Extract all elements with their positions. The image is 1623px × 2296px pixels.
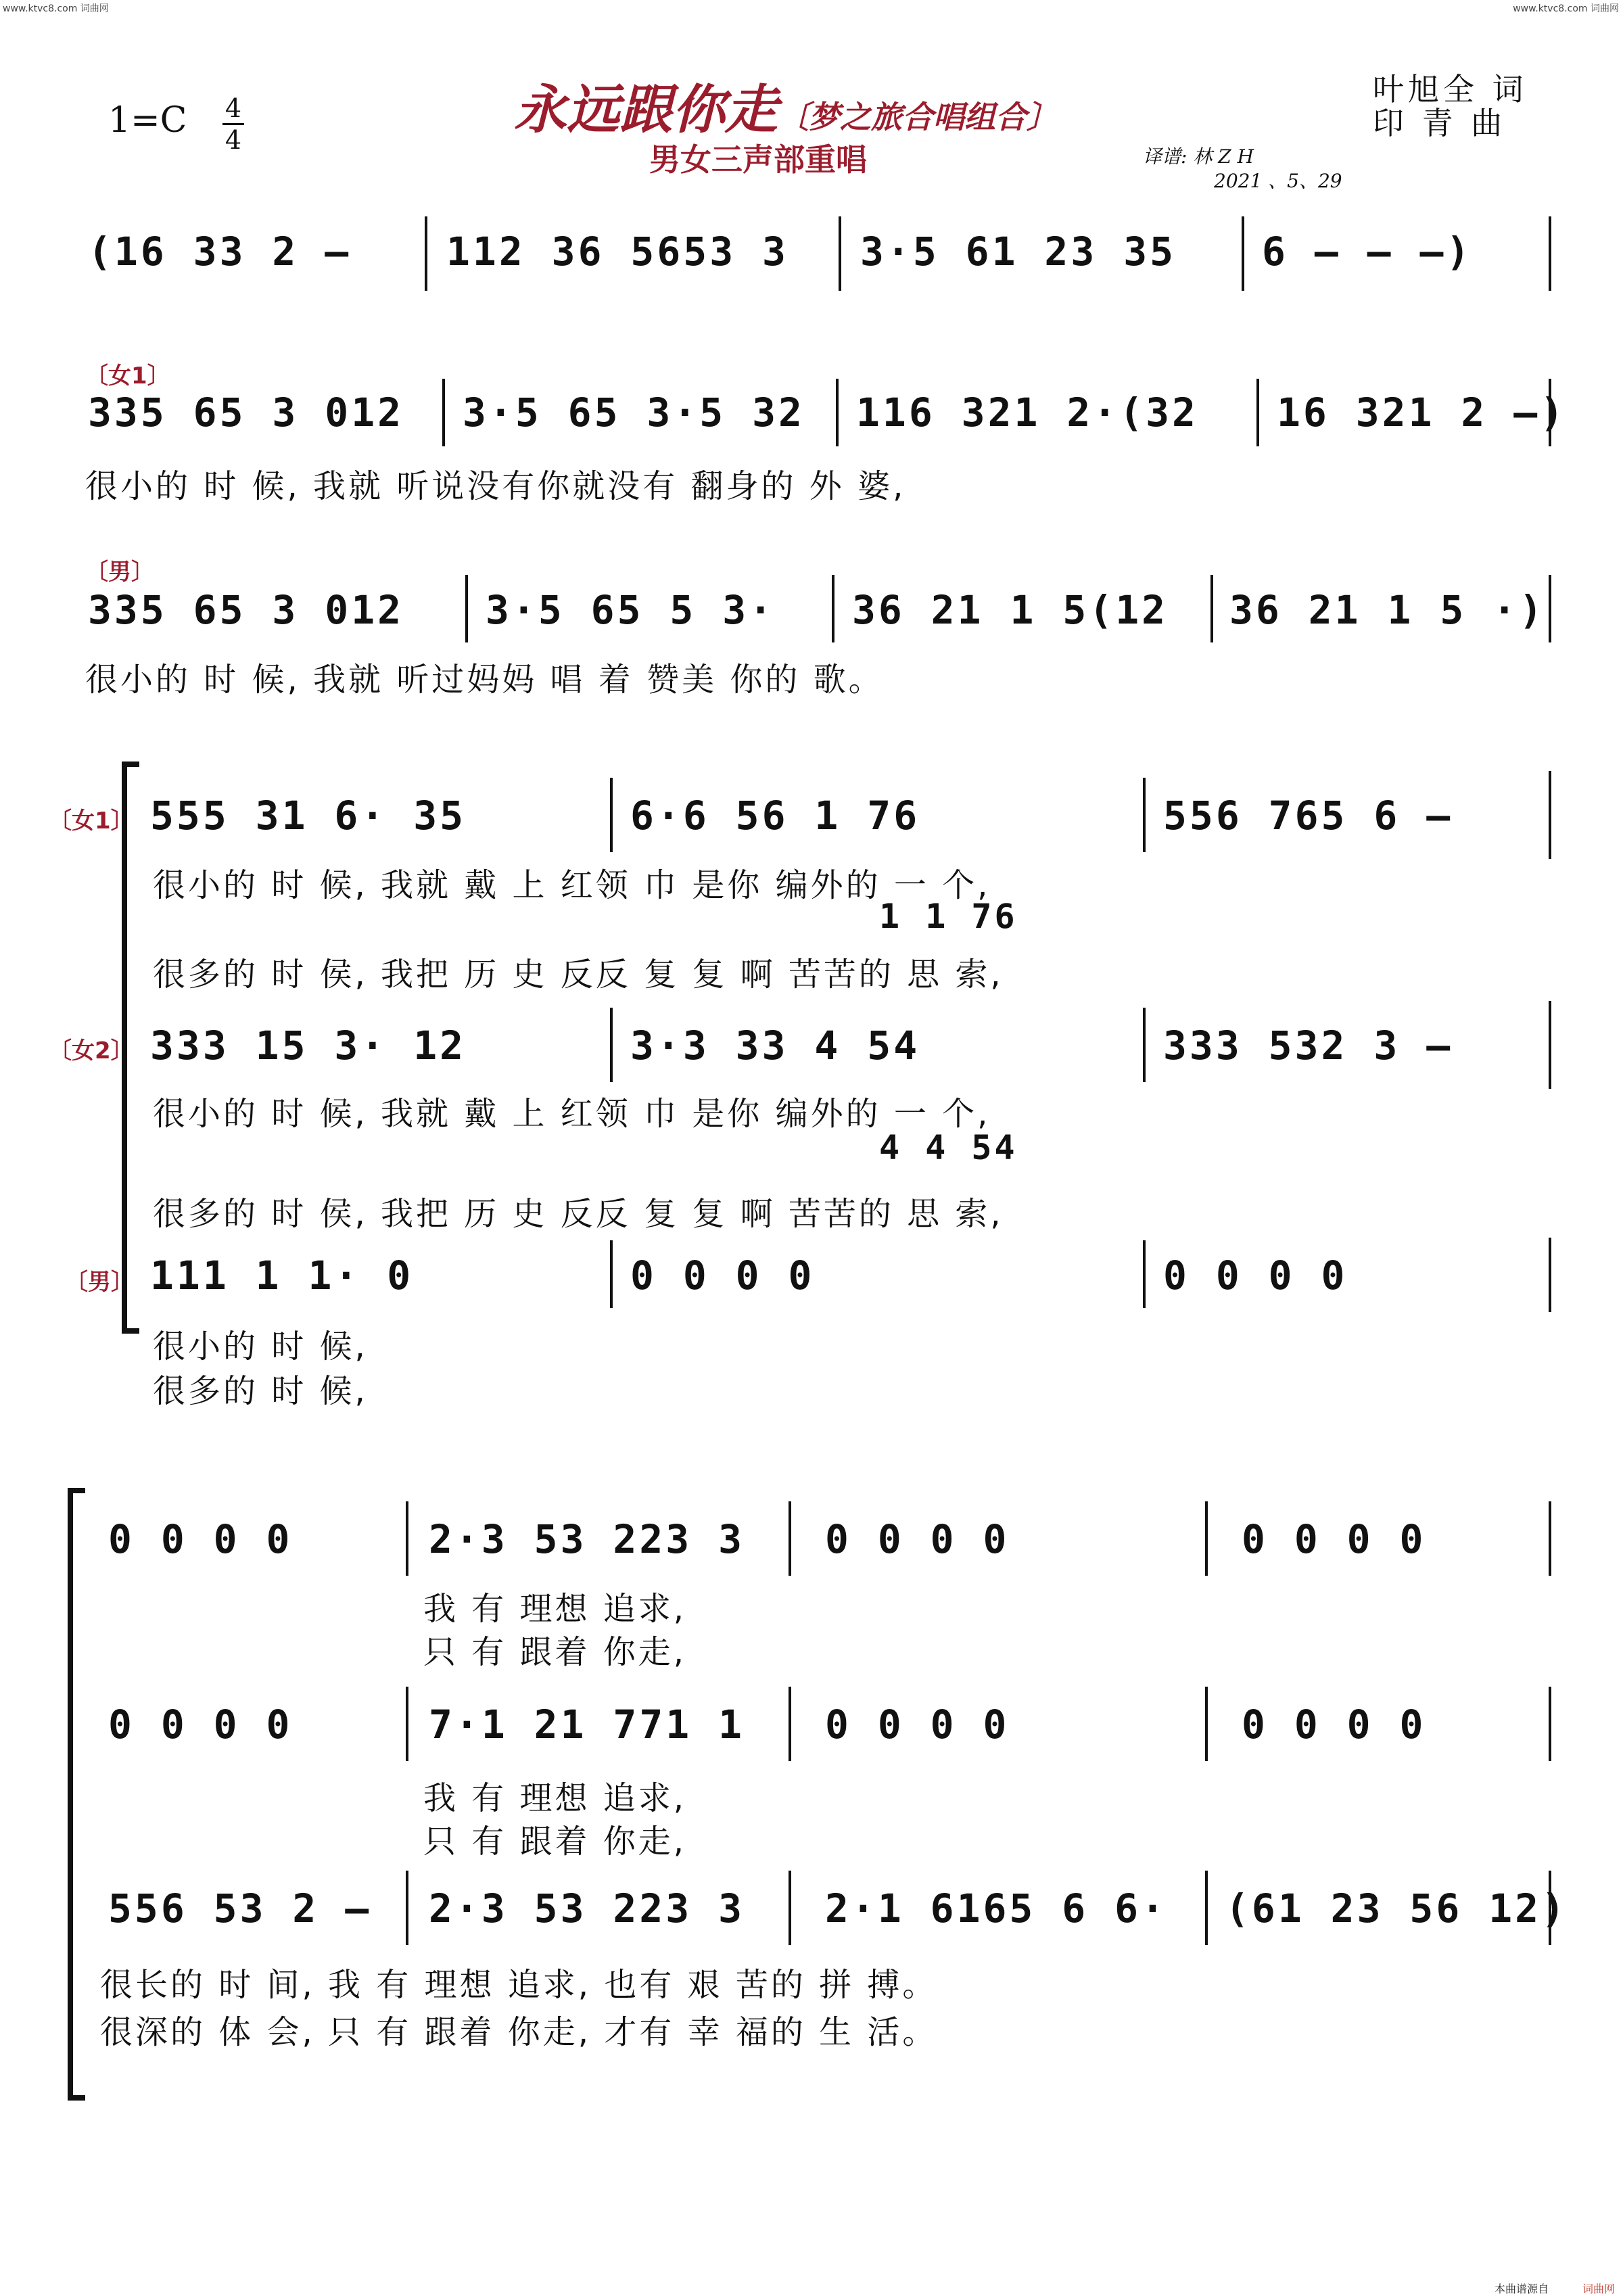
time-top: 4 bbox=[225, 93, 242, 123]
chorus2-part3-measure-3: 2·1 6165 6 6· bbox=[825, 1885, 1167, 1931]
chorus2-part3-measure-2: 2·3 53 223 3 bbox=[429, 1885, 745, 1931]
chorus2-part1-lyrics1: 我 有 理想 追求, bbox=[423, 1590, 687, 1628]
chorus1-female2-measure-1: 333 15 3· 12 bbox=[150, 1023, 467, 1069]
chorus2-part1-measure-3: 0 0 0 0 bbox=[825, 1516, 1010, 1562]
part-label-female1: 〔女1〕 bbox=[85, 362, 170, 390]
group-name: 〔梦之旅合唱组合〕 bbox=[778, 99, 1058, 135]
verse-female-measure-4: 16 321 2 –) bbox=[1277, 390, 1567, 436]
site-watermark-right: www.ktvc8.com 词曲网 bbox=[1513, 3, 1619, 14]
part-label-male: 〔男〕 bbox=[85, 559, 154, 586]
chorus1-male-measure-2: 0 0 0 0 bbox=[630, 1252, 815, 1298]
chorus2-part2-lyrics1: 我 有 理想 追求, bbox=[423, 1779, 687, 1817]
chorus1-male-lyrics2: 很多的 时 候, bbox=[153, 1372, 368, 1410]
chorus1-female1-measure-2: 6·6 56 1 76 bbox=[630, 793, 920, 839]
intro-measure-3: 3·5 61 23 35 bbox=[860, 229, 1177, 275]
intro-measure-4: 6 – – –) bbox=[1262, 229, 1473, 275]
chorus1-female2-lyrics1: 很小的 时 候, 我就 戴 上 红领 巾 是你 编外的 一 个, bbox=[153, 1095, 991, 1133]
chorus2-part2-row bbox=[0, 1687, 1623, 1768]
chorus1-female1-alt: 1 1 76 bbox=[879, 897, 1018, 936]
chorus2-part1-measure-4: 0 0 0 0 bbox=[1242, 1516, 1426, 1562]
verse-male-row bbox=[0, 575, 1623, 649]
chorus1-female2-measure-3: 333 532 3 – bbox=[1163, 1023, 1453, 1069]
chorus1-female2-alt: 4 4 54 bbox=[879, 1128, 1018, 1167]
chorus2-part1-lyrics2: 只 有 跟着 你走, bbox=[423, 1633, 687, 1671]
chorus2-part2-measure-1: 0 0 0 0 bbox=[108, 1702, 293, 1748]
transcriber-credit: 译谱: 林 Z H bbox=[1143, 145, 1254, 168]
chorus1-male-measure-1: 111 1 1· 0 bbox=[150, 1252, 414, 1298]
time-bottom: 4 bbox=[225, 125, 242, 155]
time-signature bbox=[220, 93, 247, 155]
intro-measure-1: (16 33 2 – bbox=[88, 229, 352, 275]
chorus1-label-female1: 〔女1〕 bbox=[49, 807, 134, 835]
subtitle: 男女三声部重唱 bbox=[649, 141, 867, 178]
verse-male-lyrics: 很小的 时 候, 我就 听过妈妈 唱 着 赞美 你的 歌。 bbox=[85, 661, 884, 699]
verse-male-measure-1: 335 65 3 012 bbox=[88, 587, 404, 633]
verse-male-measure-3: 36 21 1 5(12 bbox=[852, 587, 1169, 633]
chorus2-part2-measure-2: 7·1 21 771 1 bbox=[429, 1702, 745, 1748]
chorus2-part1-measure-1: 0 0 0 0 bbox=[108, 1516, 293, 1562]
verse-female-row bbox=[0, 379, 1623, 453]
chorus1-male-row bbox=[0, 1240, 1623, 1315]
intro-measure-2: 112 36 5653 3 bbox=[446, 229, 789, 275]
chorus2-part2-lyrics2: 只 有 跟着 你走, bbox=[423, 1823, 687, 1860]
key-signature: 1=C bbox=[108, 100, 187, 141]
verse-male-measure-4: 36 21 1 5 ·) bbox=[1229, 587, 1546, 633]
site-watermark-left: www.ktvc8.com 词曲网 bbox=[3, 3, 109, 14]
footer-brand: 词曲网 bbox=[1582, 2282, 1616, 2295]
verse-female-measure-1: 335 65 3 012 bbox=[88, 390, 404, 436]
song-title: 永远跟你走 bbox=[514, 80, 778, 141]
intro-row bbox=[0, 216, 1623, 291]
chorus1-label-female2: 〔女2〕 bbox=[49, 1037, 134, 1064]
chorus1-label-male: 〔男〕 bbox=[65, 1269, 134, 1296]
chorus2-part2-measure-3: 0 0 0 0 bbox=[825, 1702, 1010, 1748]
composer-credit: 印 青 曲 bbox=[1373, 105, 1507, 141]
title-block bbox=[514, 68, 1058, 143]
chorus1-female2-row bbox=[0, 1008, 1623, 1082]
chorus2-part3-measure-4: (61 23 56 12) bbox=[1225, 1885, 1568, 1931]
footer-note: 本曲谱源自 bbox=[1495, 2282, 1549, 2295]
verse-female-measure-2: 3·5 65 3·5 32 bbox=[463, 390, 805, 436]
chorus2-part3-measure-1: 556 53 2 – bbox=[108, 1885, 372, 1931]
lyricist-credit: 叶旭全 词 bbox=[1373, 71, 1528, 108]
chorus2-part3-lyrics2: 很深的 体 会, 只 有 跟着 你走, 才有 幸 福的 生 活。 bbox=[100, 2013, 938, 2051]
chorus2-part3-row bbox=[0, 1871, 1623, 1952]
chorus1-female1-lyrics2: 很多的 时 侯, 我把 历 史 反反 复 复 啊 苦苦的 思 索, bbox=[153, 956, 1004, 993]
chorus2-part1-row bbox=[0, 1501, 1623, 1583]
chorus2-part3-lyrics1: 很长的 时 间, 我 有 理想 追求, 也有 艰 苦的 拼 搏。 bbox=[100, 1966, 938, 2004]
chorus1-female2-lyrics2: 很多的 时 侯, 我把 历 史 反反 复 复 啊 苦苦的 思 索, bbox=[153, 1195, 1004, 1233]
transcribe-date: 2021 、5、29 bbox=[1214, 170, 1342, 192]
verse-male-measure-2: 3·5 65 5 3· bbox=[486, 587, 776, 633]
chorus1-male-measure-3: 0 0 0 0 bbox=[1163, 1252, 1348, 1298]
chorus2-part2-measure-4: 0 0 0 0 bbox=[1242, 1702, 1426, 1748]
chorus1-female1-measure-3: 556 765 6 – bbox=[1163, 793, 1453, 839]
chorus1-female1-measure-1: 555 31 6· 35 bbox=[150, 793, 467, 839]
chorus1-male-lyrics1: 很小的 时 候, bbox=[153, 1328, 368, 1365]
verse-female-measure-3: 116 321 2·(32 bbox=[856, 390, 1198, 436]
verse-female-lyrics: 很小的 时 候, 我就 听说没有你就没有 翻身的 外 婆, bbox=[85, 467, 906, 505]
chorus2-part1-measure-2: 2·3 53 223 3 bbox=[429, 1516, 745, 1562]
chorus1-female1-row bbox=[0, 778, 1623, 852]
chorus1-female2-measure-2: 3·3 33 4 54 bbox=[630, 1023, 920, 1069]
chorus1-female1-lyrics1: 很小的 时 候, 我就 戴 上 红领 巾 是你 编外的 一 个, bbox=[153, 866, 991, 904]
